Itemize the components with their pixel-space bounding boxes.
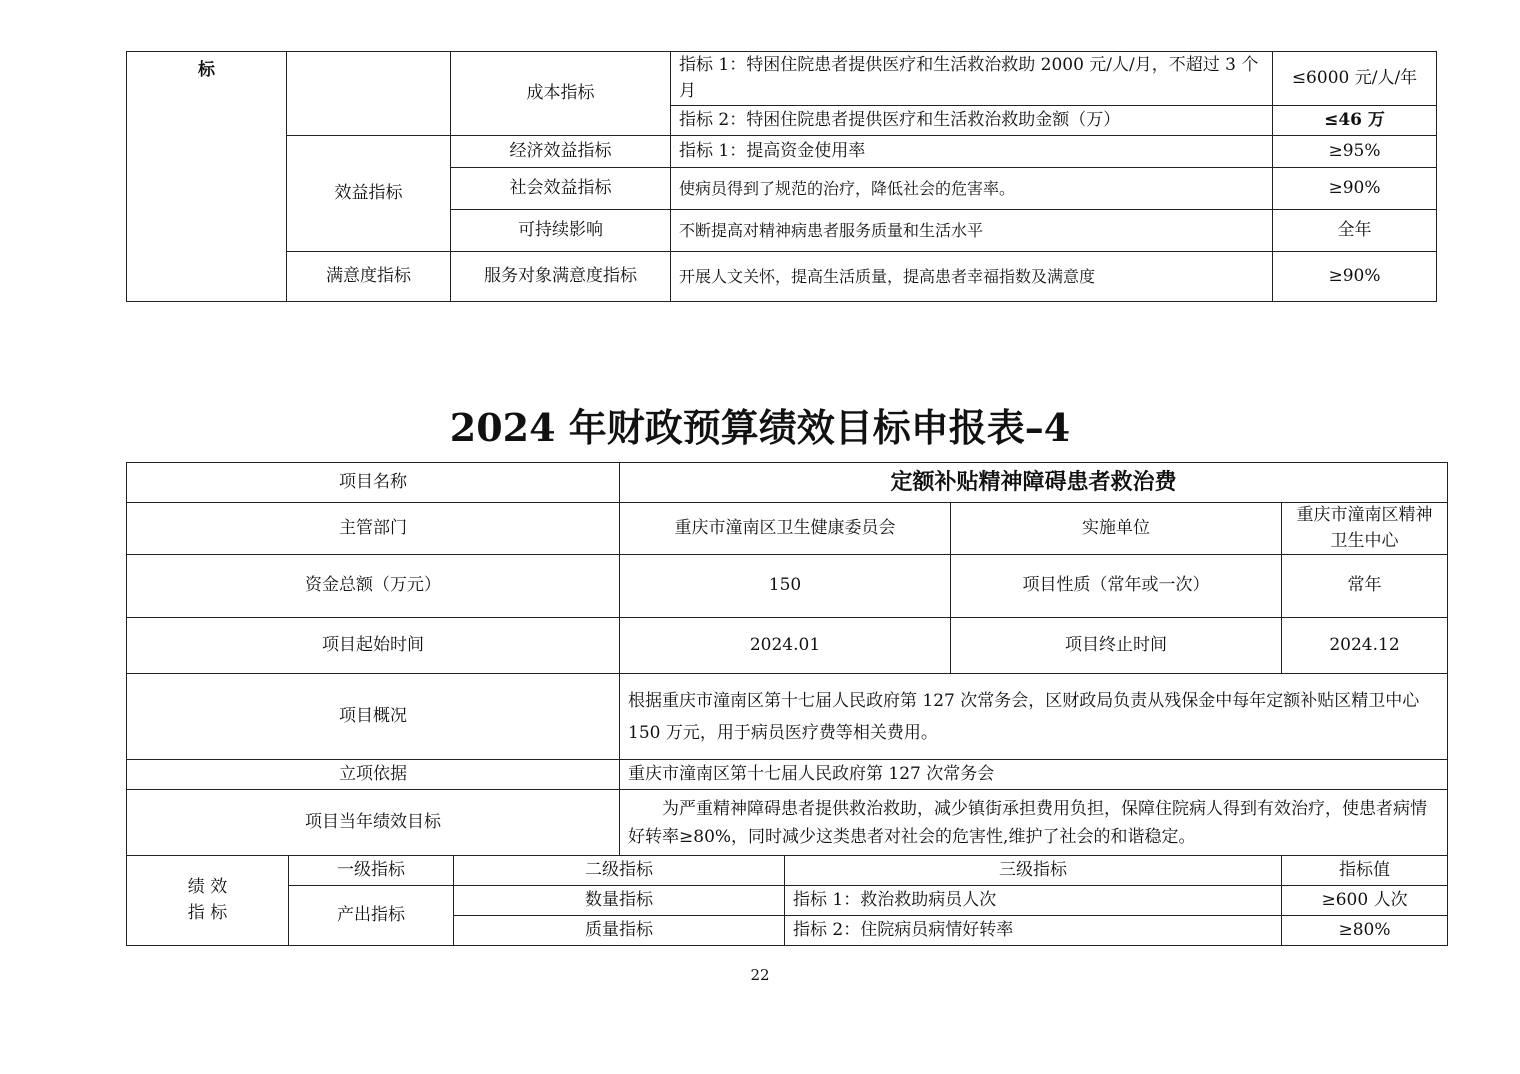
end-time-value: 2024.12 <box>1282 618 1448 674</box>
header-level2: 二级指标 <box>454 856 785 886</box>
quantity-indicator-label: 数量指标 <box>454 886 785 916</box>
project-name-label: 项目名称 <box>127 463 620 503</box>
economic-benefit-value: ≥95% <box>1273 136 1437 168</box>
sustainable-impact-desc: 不断提高对精神病患者服务质量和生活水平 <box>671 210 1273 252</box>
start-time-label: 项目起始时间 <box>127 618 620 674</box>
performance-indicator-line-2: 指 标 <box>187 902 228 923</box>
dept-value: 重庆市潼南区卫生健康委员会 <box>620 503 951 555</box>
basis-value: 重庆市潼南区第十七届人民政府第 127 次常务会 <box>620 760 1448 790</box>
cost-indicator-1-desc: 指标 1：特困住院患者提供医疗和生活救治救助 2000 元/人/月，不超过 3 个月 <box>671 52 1273 106</box>
impl-value: 重庆市潼南区精神卫生中心 <box>1282 503 1448 555</box>
economic-benefit-desc: 指标 1：提高资金使用率 <box>671 136 1273 168</box>
service-satisfaction-desc: 开展人文关怀，提高生活质量，提高患者幸福指数及满意度 <box>671 252 1273 302</box>
page-number: 22 <box>750 966 770 984</box>
quantity-indicator-value: ≥600 人次 <box>1282 886 1448 916</box>
header-level3: 三级指标 <box>785 856 1282 886</box>
quality-indicator-label: 质量指标 <box>454 916 785 946</box>
overview-value: 根据重庆市潼南区第十七届人民政府第 127 次常务会，区财政局负责从残保金中每年定额补贴区精卫中心 150 万元，用于病员医疗费等相关费用。 <box>620 674 1448 760</box>
project-name-value: 定额补贴精神障碍患者救治费 <box>620 463 1448 503</box>
start-time-value: 2024.01 <box>620 618 951 674</box>
goal-value: 为严重精神障碍患者提供救治救助，减少镇街承担费用负担，保障住院病人得到有效治疗，使患者病情好转率≥80%，同时减少这类患者对社会的危害性,维护了社会的和谐稳定。 <box>620 790 1448 856</box>
overview-label: 项目概况 <box>127 674 620 760</box>
basis-label: 立项依据 <box>127 760 620 790</box>
header-value: 指标值 <box>1282 856 1448 886</box>
indicator-table-continued <box>126 51 1437 302</box>
nature-label: 项目性质（常年或一次） <box>951 555 1282 618</box>
dept-label: 主管部门 <box>127 503 620 555</box>
budget-performance-form <box>126 462 1448 946</box>
performance-indicator-line-1: 绩 效 <box>187 877 228 897</box>
level1-empty-cell <box>287 52 451 136</box>
cost-indicator-2-desc: 指标 2：特困住院患者提供医疗和生活救治救助金额（万） <box>671 106 1273 136</box>
sustainable-impact-label: 可持续影响 <box>451 210 671 252</box>
header-level1: 一级指标 <box>289 856 454 886</box>
service-satisfaction-label: 服务对象满意度指标 <box>451 252 671 302</box>
performance-indicator-label <box>127 856 289 946</box>
social-benefit-value: ≥90% <box>1273 168 1437 210</box>
sustainable-impact-value: 全年 <box>1273 210 1437 252</box>
form-title: 2024 年财政预算绩效目标申报表–4 <box>449 405 1071 450</box>
quality-indicator-value: ≥80% <box>1282 916 1448 946</box>
cost-indicator-label: 成本指标 <box>451 52 671 136</box>
output-indicator-label: 产出指标 <box>289 886 454 946</box>
goal-label: 项目当年绩效目标 <box>127 790 620 856</box>
quality-indicator-desc: 指标 2：住院病员病情好转率 <box>785 916 1282 946</box>
service-satisfaction-value: ≥90% <box>1273 252 1437 302</box>
nature-value: 常年 <box>1282 555 1448 618</box>
social-benefit-label: 社会效益指标 <box>451 168 671 210</box>
cost-indicator-1-value: ≤6000 元/人/年 <box>1273 52 1437 106</box>
level1-fragment: 标 <box>127 52 287 302</box>
benefit-indicator-label: 效益指标 <box>287 136 451 252</box>
quantity-indicator-desc: 指标 1：救治救助病员人次 <box>785 886 1282 916</box>
economic-benefit-label: 经济效益指标 <box>451 136 671 168</box>
end-time-label: 项目终止时间 <box>951 618 1282 674</box>
funds-label: 资金总额（万元） <box>127 555 620 618</box>
cost-indicator-2-value: ≤46 万 <box>1273 106 1437 136</box>
funds-value: 150 <box>620 555 951 618</box>
satisfaction-indicator-label: 满意度指标 <box>287 252 451 302</box>
social-benefit-desc: 使病员得到了规范的治疗，降低社会的危害率。 <box>671 168 1273 210</box>
impl-label: 实施单位 <box>951 503 1282 555</box>
